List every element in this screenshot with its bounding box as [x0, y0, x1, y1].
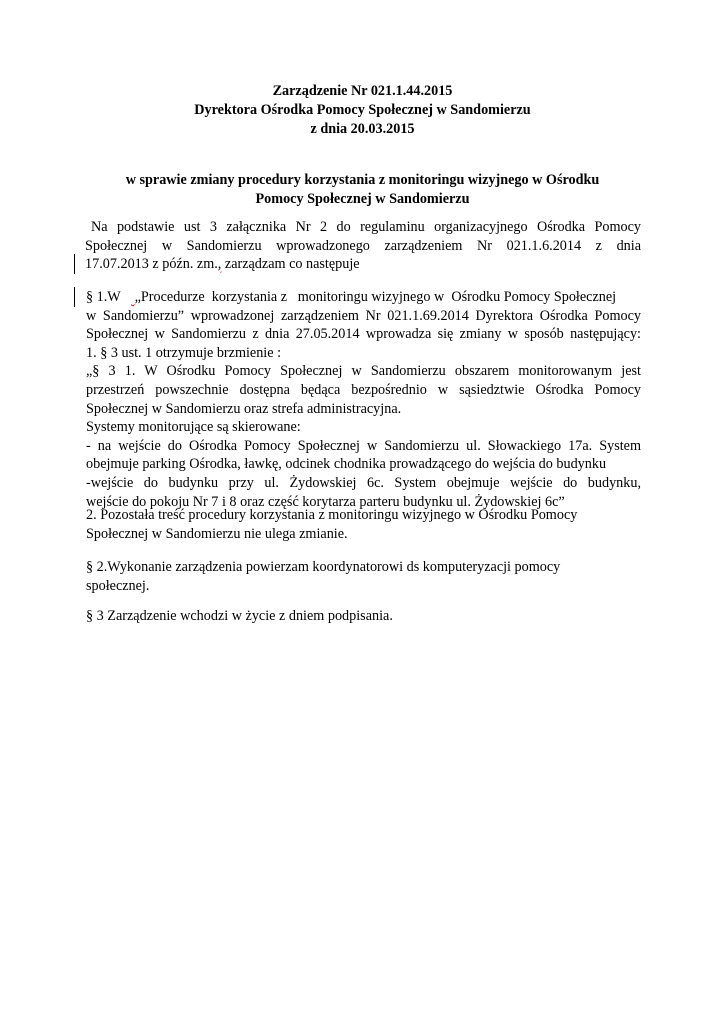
preamble-line-1: Na podstawie ust 3 załącznika Nr 2 do regulaminu organizacyjnego Ośrodka Pomocy — [91, 219, 641, 235]
preamble-line-2: Społecznej w Sandomierzu wprowadzonego zarządzeniem Nr 021.1.6.2014 z dnia — [85, 237, 641, 254]
section-2-line-1: § 2.Wykonanie zarządzenia powierzam koordynatorowi ds komputeryzacji pomocy — [86, 559, 561, 575]
section-1-line-12: wejście do pokoju Nr 7 i 8 oraz część korytarza parteru budynku ul. Żydowskiej 6c” — [86, 493, 565, 510]
section-1-line-8: Systemy monitorujące są skierowane: — [86, 419, 301, 436]
section-1-line-11: -wejście do budynku przy ul. Żydowskiej 6c. System obejmuje wejście do budynku, — [86, 474, 641, 491]
issuer: Dyrektora Ośrodka Pomocy Społecznej w Sandomierzu — [194, 102, 531, 118]
preamble-decision: zarządzam co następuje — [221, 256, 360, 273]
ordinance-number: Zarządzenie Nr 021.1.44.2015 — [272, 83, 453, 99]
section-1-line-9: - na wejście do Ośrodka Pomocy Społecznej w Sandomierzu ul. Słowackiego 17a. System — [86, 437, 641, 454]
document-subject — [80, 171, 645, 209]
section-1-line-5: „§ 3 1. W Ośrodku Pomocy Społecznej w Sandomierzu obszarem monitorowanym jest — [86, 363, 641, 380]
section-1-line-2: w Sandomierzu” wprowadzonej zarządzeniem Nr 021.1.69.2014 Dyrektora Ośrodka Pomocy — [86, 307, 641, 324]
preamble-line-3 — [85, 255, 641, 274]
item-2-line-2: Społecznej w Sandomierzu nie ulega zmianie. — [86, 525, 348, 542]
item-2-line-1: 2. Pozostała treść procedury korzystania z monitoringu wizyjnego w Ośrodku Pomocy — [86, 507, 578, 523]
document-header — [0, 82, 725, 139]
section-2-line-2: społecznej. — [86, 577, 150, 594]
revision-bar — [74, 287, 75, 307]
item-2 — [86, 506, 641, 543]
subject-line-1: w sprawie zmiany procedury korzystania z monitoringu wizyjnego w Ośrodku — [125, 172, 600, 188]
section-1-line-3: Społecznej w Sandomierzu z dnia 27.05.2014 wprowadza się zmiany w sposób następujący: — [86, 326, 641, 343]
section-1-line-10: obejmuje parking Ośrodka, ławkę, odcinek chodnika prowadzącego do wejścia do budynku — [86, 456, 607, 473]
section-1-line-6: przestrzeń powszechnie dostępna będąca bezpośrednio w sąsiedztwie Ośrodka Pomocy — [86, 381, 641, 398]
section-3-line-1: § 3 Zarządzenie wchodzi w życie z dniem podpisania. — [86, 608, 393, 624]
section-1-line-7: Społecznej w Sandomierzu oraz strefa administracyjna. — [86, 400, 402, 417]
issue-date: z dnia 20.03.2015 — [310, 121, 415, 137]
procedure-title: „Procedurze korzystania z monitoringu wizyjnego w Ośrodku Pomocy Społecznej — [134, 289, 617, 305]
section-1 — [86, 288, 641, 511]
preamble-basis: 17.07.2013 z późn. zm. — [85, 256, 218, 273]
section-3 — [86, 607, 641, 626]
section-2 — [86, 558, 641, 595]
section-1-line-1 — [86, 288, 641, 307]
preamble — [85, 218, 641, 274]
subject-line-2: Pomocy Społecznej w Sandomierzu — [255, 191, 470, 207]
revision-bar — [74, 254, 75, 274]
section-1-label: § 1.W — [86, 289, 132, 305]
section-1-line-4: 1. § 3 ust. 1 otrzymuje brzmienie : — [86, 344, 282, 361]
spelling-mark: , — [217, 256, 222, 273]
